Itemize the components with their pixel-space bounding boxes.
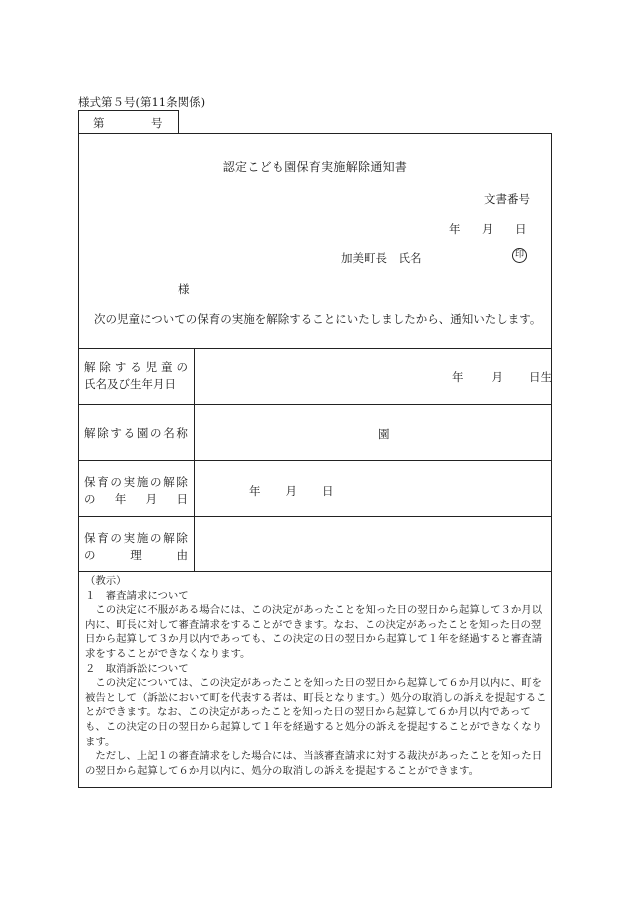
label-char: 除 <box>176 475 188 489</box>
section2-proviso: ただし、上記１の審査請求をした場合には、当該審査請求に対する裁決があったことを知った日の翌日から起算して６か月以内に、処分の取消しの訴えを提起することができます。 <box>85 750 543 777</box>
form-number-label: 様式第５号(第11条関係) <box>78 95 206 109</box>
reason-label-line1 <box>84 530 188 547</box>
label-char: 実 <box>123 531 136 545</box>
label-char: の <box>110 475 122 489</box>
label-char: 除 <box>99 360 111 374</box>
mayor-name-label: 加美町長 氏名 <box>341 251 422 265</box>
section1-title: １ 審査請求について <box>85 589 189 602</box>
label-char: 日 <box>176 492 188 506</box>
reason-label-line2 <box>84 547 188 564</box>
cancel-date-label <box>84 474 188 508</box>
divider-child-row <box>78 348 552 349</box>
label-char: す <box>110 426 122 440</box>
label-char: る <box>130 360 142 374</box>
child-label-line2: 氏名及び生年月日 <box>84 377 176 391</box>
label-char: の <box>110 531 122 545</box>
child-day-label: 日生 <box>529 370 552 384</box>
label-char: 理 <box>130 548 142 562</box>
intro-text: 次の児童についての保育の実施を解除することにいたしましたから、通知いたします。 <box>94 312 542 326</box>
label-char: 名 <box>163 426 175 440</box>
date-month-label: 月 <box>482 222 494 236</box>
label-char: 除 <box>97 426 109 440</box>
label-char: 保 <box>84 475 96 489</box>
number-suffix: 号 <box>151 116 163 130</box>
label-char: 育 <box>97 531 109 545</box>
cancel-date-field[interactable] <box>249 483 334 499</box>
cancel-reason-label <box>84 530 188 564</box>
facility-label-line <box>84 425 188 442</box>
label-char: 児 <box>145 360 158 374</box>
label-char: 実 <box>123 475 136 489</box>
cancel-date-label-line2 <box>84 491 188 508</box>
child-label-line1 <box>84 359 188 376</box>
section2-title: ２ 取消訴訟について <box>85 662 189 675</box>
label-char: 童 <box>161 360 173 374</box>
cancel-date-label-line1 <box>84 474 188 491</box>
document-number-box <box>78 110 179 133</box>
date-day-label: 日 <box>515 222 527 236</box>
label-char: 除 <box>176 531 188 545</box>
label-char: の <box>176 360 188 374</box>
child-name-label <box>84 359 188 393</box>
divider-cancel-date-row <box>78 460 552 461</box>
divider-reason-row <box>78 516 552 517</box>
label-char: 解 <box>163 531 175 545</box>
facility-name-label <box>84 425 188 442</box>
number-prefix: 第 <box>93 116 105 130</box>
label-char: 称 <box>176 426 188 440</box>
label-char: る <box>123 426 136 440</box>
label-char: 月 <box>145 492 158 506</box>
label-char: 解 <box>84 360 96 374</box>
cancel-year-label: 年 <box>249 484 261 498</box>
section2-body: この決定については、この決定があったことを知った日の翌日から起算して６か月以内に、町を被告として（訴訟において町を代表する者は、町長となります。）処分の取消しの訴えを提起することができます。なお、この決定があったことを知った日の翌日から起算して６か月以内であっても、この決定の日の翌日から起算して１年を経過すると処分の訴えを提起することができなくなります。 <box>85 677 547 748</box>
date-year-label: 年 <box>449 222 461 236</box>
addressee-suffix: 様 <box>178 282 190 296</box>
document-number-label: 文書番号 <box>484 192 530 206</box>
label-char: の <box>150 426 162 440</box>
label-char: 解 <box>163 475 175 489</box>
label-char: の <box>150 475 162 489</box>
label-char: の <box>84 548 96 562</box>
instructions-section <box>85 574 547 778</box>
facility-name-field[interactable]: 園 <box>378 427 390 441</box>
label-char: す <box>114 360 127 374</box>
label-char: 施 <box>136 475 149 489</box>
child-birthdate-field[interactable] <box>452 369 552 385</box>
label-char: 保 <box>84 531 96 545</box>
label-char: 由 <box>176 548 188 562</box>
document-title: 認定こども園保育実施解除通知書 <box>222 160 408 174</box>
divider-facility-row <box>78 404 552 405</box>
child-year-label: 年 <box>452 370 464 384</box>
section1-body: この決定に不服がある場合には、この決定があったことを知った日の翌日から起算して３か月以内に、町長に対して審査請求をすることができます。なお、この決定があったことを知った日の翌日から起算して３か月以内であっても、この決定の日の翌日から起算して１年を経過すると審査請求をすることができなくなります。 <box>85 604 543 660</box>
cancel-day-label: 日 <box>322 484 334 498</box>
label-char: の <box>84 492 96 506</box>
label-char: 育 <box>97 475 109 489</box>
instructions-heading: （教示） <box>85 575 127 587</box>
label-char: 施 <box>136 531 149 545</box>
label-char: の <box>150 531 162 545</box>
label-char: 園 <box>136 426 149 440</box>
seal-icon: 印 <box>512 248 527 263</box>
cancel-reason-field[interactable] <box>200 520 545 566</box>
label-char: 解 <box>84 426 96 440</box>
divider-notes <box>78 571 552 572</box>
child-month-label: 月 <box>491 370 503 384</box>
cancel-month-label: 月 <box>285 484 297 498</box>
label-char: 年 <box>114 492 127 506</box>
label-column-divider <box>194 348 195 571</box>
